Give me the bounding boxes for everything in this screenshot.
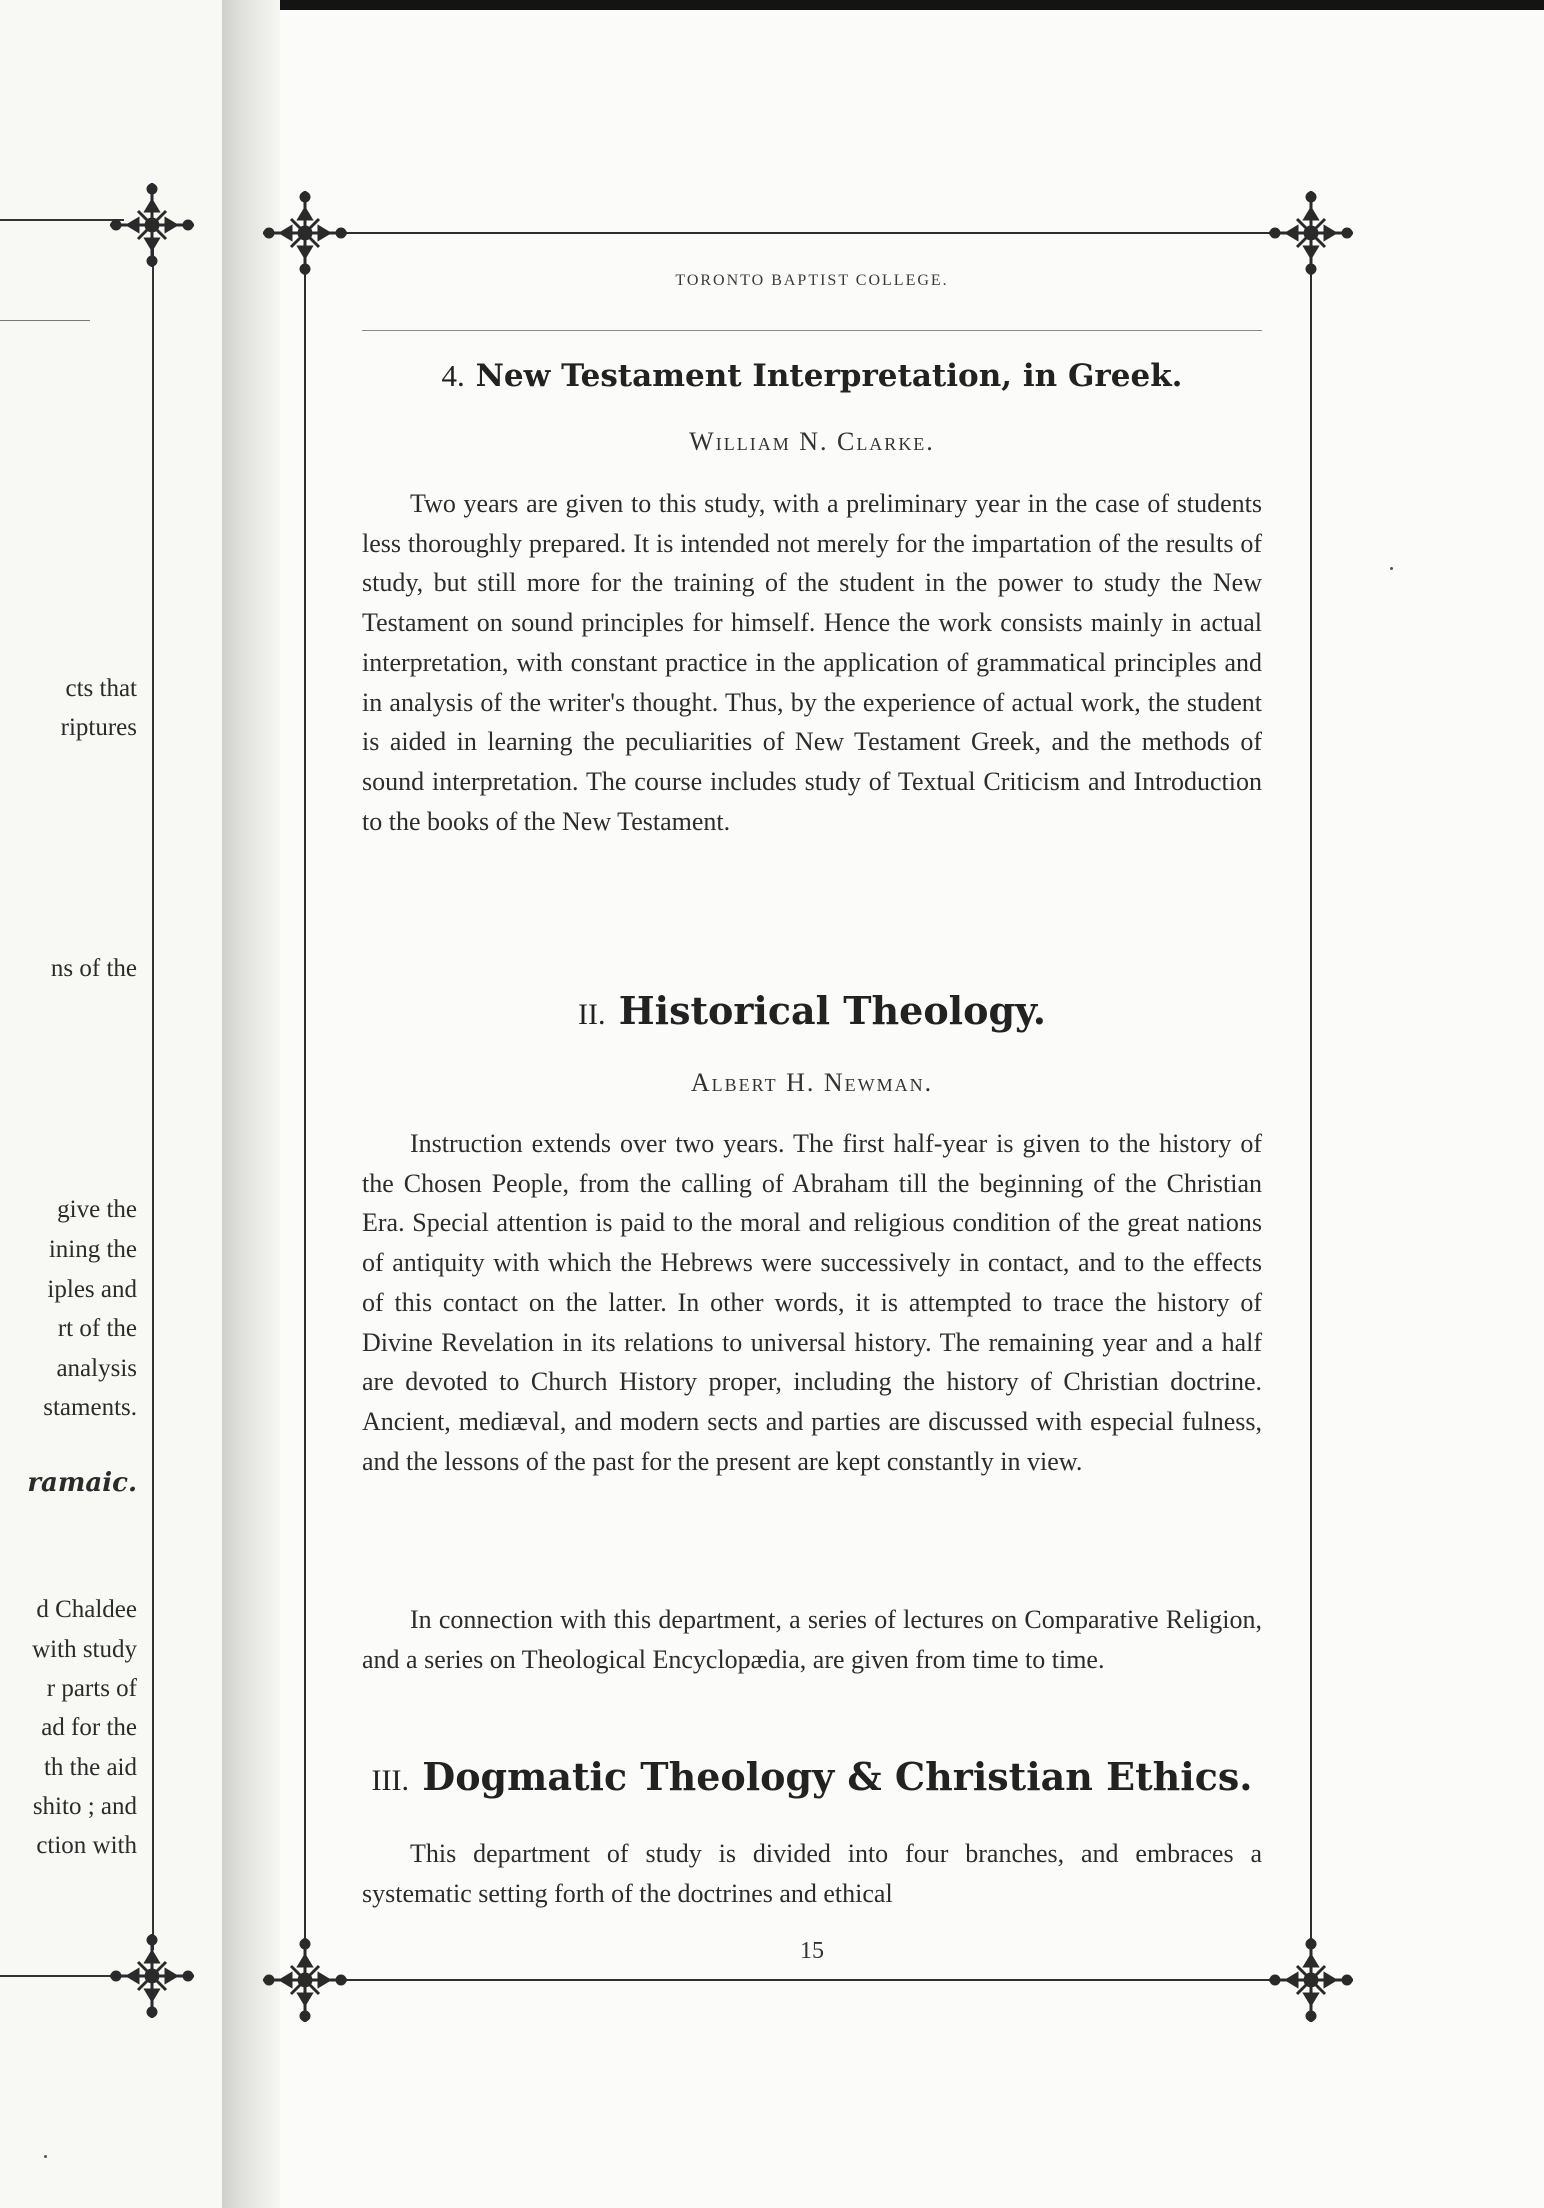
section-paragraph: In connection with this department, a series of lectures on Comparative Religion, and a series on Theological Encyclopædia, are given from time to time. bbox=[362, 1605, 1262, 1674]
left-running-head-rule bbox=[0, 320, 90, 321]
left-text-fragment: staments. bbox=[43, 1394, 137, 1421]
section-heading bbox=[362, 988, 1262, 1033]
corner-ornament-icon bbox=[1261, 183, 1361, 283]
left-text-fragment: d Chaldee bbox=[36, 1596, 137, 1623]
section-title: Historical Theology. bbox=[618, 988, 1046, 1033]
left-text-fragment: th the aid bbox=[43, 1754, 137, 1781]
corner-ornament-icon bbox=[102, 1926, 202, 2026]
section-paragraph: This department of study is divided into four branches, and embraces a systematic setting forth of the doctrines and ethical bbox=[362, 1839, 1262, 1908]
left-text-fragment: iples and bbox=[47, 1276, 137, 1303]
left-heading-fragment: ramaic. bbox=[27, 1468, 137, 1498]
section-title: New Testament Interpretation, in Greek. bbox=[475, 358, 1183, 394]
left-text-fragment: ns of the bbox=[50, 955, 137, 982]
left-text-fragment: riptures bbox=[60, 714, 137, 741]
section-paragraph: Two years are given to this study, with a preliminary year in the case of students less thoroughly prepared. It is intended not merely for the impartation of the results of study, but still more for the training of the student in the power to study the New Testament on sound principles for himself. Hence the work consists mainly in actual interpretation, with constant practice in the application of grammatical principles and in analysis of the writer's thought. Thus, by the experience of actual work, the student is aided in learning the peculiarities of New Testament Greek, and the methods of sound interpretation. The course includes study of Textual Criticism and Introduction to the books of the New Testament. bbox=[362, 489, 1262, 836]
page-number: 15 bbox=[800, 1938, 824, 1964]
frame-left-rule bbox=[304, 260, 306, 1955]
left-text-fragment: r parts of bbox=[46, 1675, 137, 1702]
running-head-rule bbox=[362, 330, 1262, 331]
scan-speck bbox=[1390, 567, 1393, 570]
section-heading bbox=[362, 1754, 1262, 1799]
frame-top-rule bbox=[325, 232, 1285, 234]
corner-ornament-icon bbox=[102, 175, 202, 275]
section-title: Dogmatic Theology & Christian Ethics. bbox=[422, 1754, 1253, 1799]
section-paragraph: Instruction extends over two years. The first half-year is given to the history of the Chosen People, from the calling of Abraham till the beginning of the Christian Era. Special attention is paid to the moral and religious condition of the great nations of antiquity with which the Hebrews were successively in contact, and to the effects of this contact on the latter. In other words, it is attempted to trace the history of Divine Revelation in its relations to universal history. The remaining year and a half are devoted to Church History proper, including the history of Christian doctrine. Ancient, mediæval, and modern sects and parties are discussed with especial fulness, and the lessons of the past for the present are kept constantly in view. bbox=[362, 1129, 1262, 1476]
book-gutter bbox=[222, 0, 280, 2208]
left-text-fragment: analysis bbox=[56, 1355, 137, 1382]
running-head: TORONTO BAPTIST COLLEGE. bbox=[675, 272, 949, 289]
left-text-fragment: give the bbox=[57, 1196, 137, 1223]
left-frame-right-rule bbox=[152, 245, 154, 1950]
section-author: William N. Clarke. bbox=[689, 427, 935, 456]
corner-ornament-icon bbox=[255, 1930, 355, 2030]
left-text-fragment: shito ; and bbox=[32, 1793, 137, 1820]
left-text-fragment: ction with bbox=[36, 1832, 137, 1859]
section-number: 4. bbox=[441, 358, 465, 393]
corner-ornament-icon bbox=[1261, 1930, 1361, 2030]
section-heading bbox=[362, 358, 1262, 394]
left-text-fragment: rt of the bbox=[57, 1315, 137, 1342]
section-number: III. bbox=[371, 1764, 410, 1797]
left-text-fragment: ad for the bbox=[41, 1714, 137, 1741]
left-text-fragment: with study bbox=[32, 1636, 137, 1663]
left-text-fragment: cts that bbox=[65, 675, 137, 702]
section-author: Albert H. Newman. bbox=[690, 1068, 934, 1097]
frame-right-rule bbox=[1310, 260, 1312, 1955]
left-page bbox=[0, 0, 225, 2208]
left-text-fragment: ining the bbox=[48, 1236, 137, 1263]
section-number: II. bbox=[578, 998, 606, 1031]
scan-speck bbox=[44, 2155, 47, 2158]
frame-bottom-rule bbox=[325, 1979, 1285, 1981]
corner-ornament-icon bbox=[255, 183, 355, 283]
